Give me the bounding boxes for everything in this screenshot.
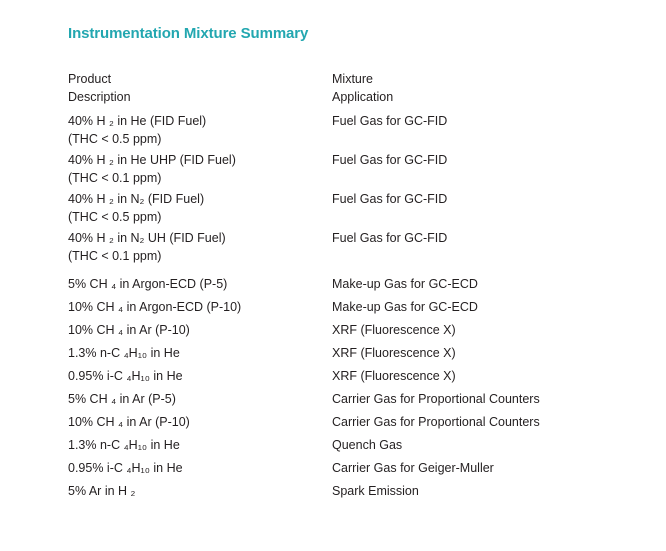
column-header-application: [332, 70, 646, 106]
product-description: 5% Ar in H ₂: [68, 484, 136, 498]
column-header-product: [68, 70, 332, 106]
product-description: 5% CH ₄ in Argon-ECD (P-5): [68, 277, 228, 291]
table-row: [68, 482, 646, 500]
table-row: [68, 190, 646, 226]
table-row: [68, 367, 646, 385]
product-description: 5% CH ₄ in Ar (P-5): [68, 392, 176, 406]
product-purity-note: (THC < 0.5 ppm): [68, 132, 162, 146]
product-description: 40% H ₂ in He (FID Fuel): [68, 114, 207, 128]
product-purity-note: (THC < 0.1 ppm): [68, 171, 162, 185]
mixture-application: Carrier Gas for Geiger-Muller: [332, 461, 494, 475]
table-row: [68, 459, 646, 477]
mixture-application: XRF (Fluorescence X): [332, 369, 456, 383]
product-purity-note: (THC < 0.5 ppm): [68, 210, 162, 224]
product-cell: [68, 112, 332, 148]
table-row: [68, 413, 646, 431]
page-title: Instrumentation Mixture Summary: [68, 25, 309, 42]
mixture-application: Fuel Gas for GC-FID: [332, 231, 448, 245]
product-description: 10% CH ₄ in Ar (P-10): [68, 415, 190, 429]
mixture-application: Carrier Gas for Proportional Counters: [332, 392, 540, 406]
column-header-product-line1: Product: [68, 72, 112, 86]
mixture-application: Carrier Gas for Proportional Counters: [332, 415, 540, 429]
mixture-application: Fuel Gas for GC-FID: [332, 153, 448, 167]
product-description: 40% H ₂ in He UHP (FID Fuel): [68, 153, 236, 167]
mixture-application: Quench Gas: [332, 438, 403, 452]
product-purity-note: (THC < 0.1 ppm): [68, 249, 162, 263]
product-description: 1.3% n-C ₄H₁₀ in He: [68, 346, 180, 360]
mixture-application: XRF (Fluorescence X): [332, 323, 456, 337]
table-header-row: [68, 70, 646, 106]
product-description: 0.95% i-C ₄H₁₀ in He: [68, 461, 183, 475]
product-description: 10% CH ₄ in Ar (P-10): [68, 323, 190, 337]
mixture-application: Make-up Gas for GC-ECD: [332, 277, 478, 291]
table-row: [68, 112, 646, 148]
product-description: 10% CH ₄ in Argon-ECD (P-10): [68, 300, 242, 314]
mixture-application: XRF (Fluorescence X): [332, 346, 456, 360]
column-header-product-line2: Description: [68, 90, 131, 104]
table-row: [68, 436, 646, 454]
product-cell: [68, 229, 332, 265]
mixture-application: Fuel Gas for GC-FID: [332, 192, 448, 206]
table-row: [68, 298, 646, 316]
product-description: 40% H ₂ in N₂ UH (FID Fuel): [68, 231, 226, 245]
product-description: 40% H ₂ in N₂ (FID Fuel): [68, 192, 205, 206]
table-row: [68, 151, 646, 187]
mixture-application: Fuel Gas for GC-FID: [332, 114, 448, 128]
table-row: [68, 321, 646, 339]
mixture-application: Spark Emission: [332, 484, 419, 498]
table-row: [68, 390, 646, 408]
product-cell: [68, 151, 332, 187]
table-row: [68, 229, 646, 265]
mixture-application: Make-up Gas for GC-ECD: [332, 300, 478, 314]
table-row: [68, 344, 646, 362]
column-header-application-line2: Application: [332, 90, 394, 104]
product-cell: [68, 190, 332, 226]
column-header-application-line1: Mixture: [332, 72, 373, 86]
product-description: 0.95% i-C ₄H₁₀ in He: [68, 369, 183, 383]
mixture-summary-table: [68, 70, 646, 500]
product-description: 1.3% n-C ₄H₁₀ in He: [68, 438, 180, 452]
table-row: [68, 275, 646, 293]
